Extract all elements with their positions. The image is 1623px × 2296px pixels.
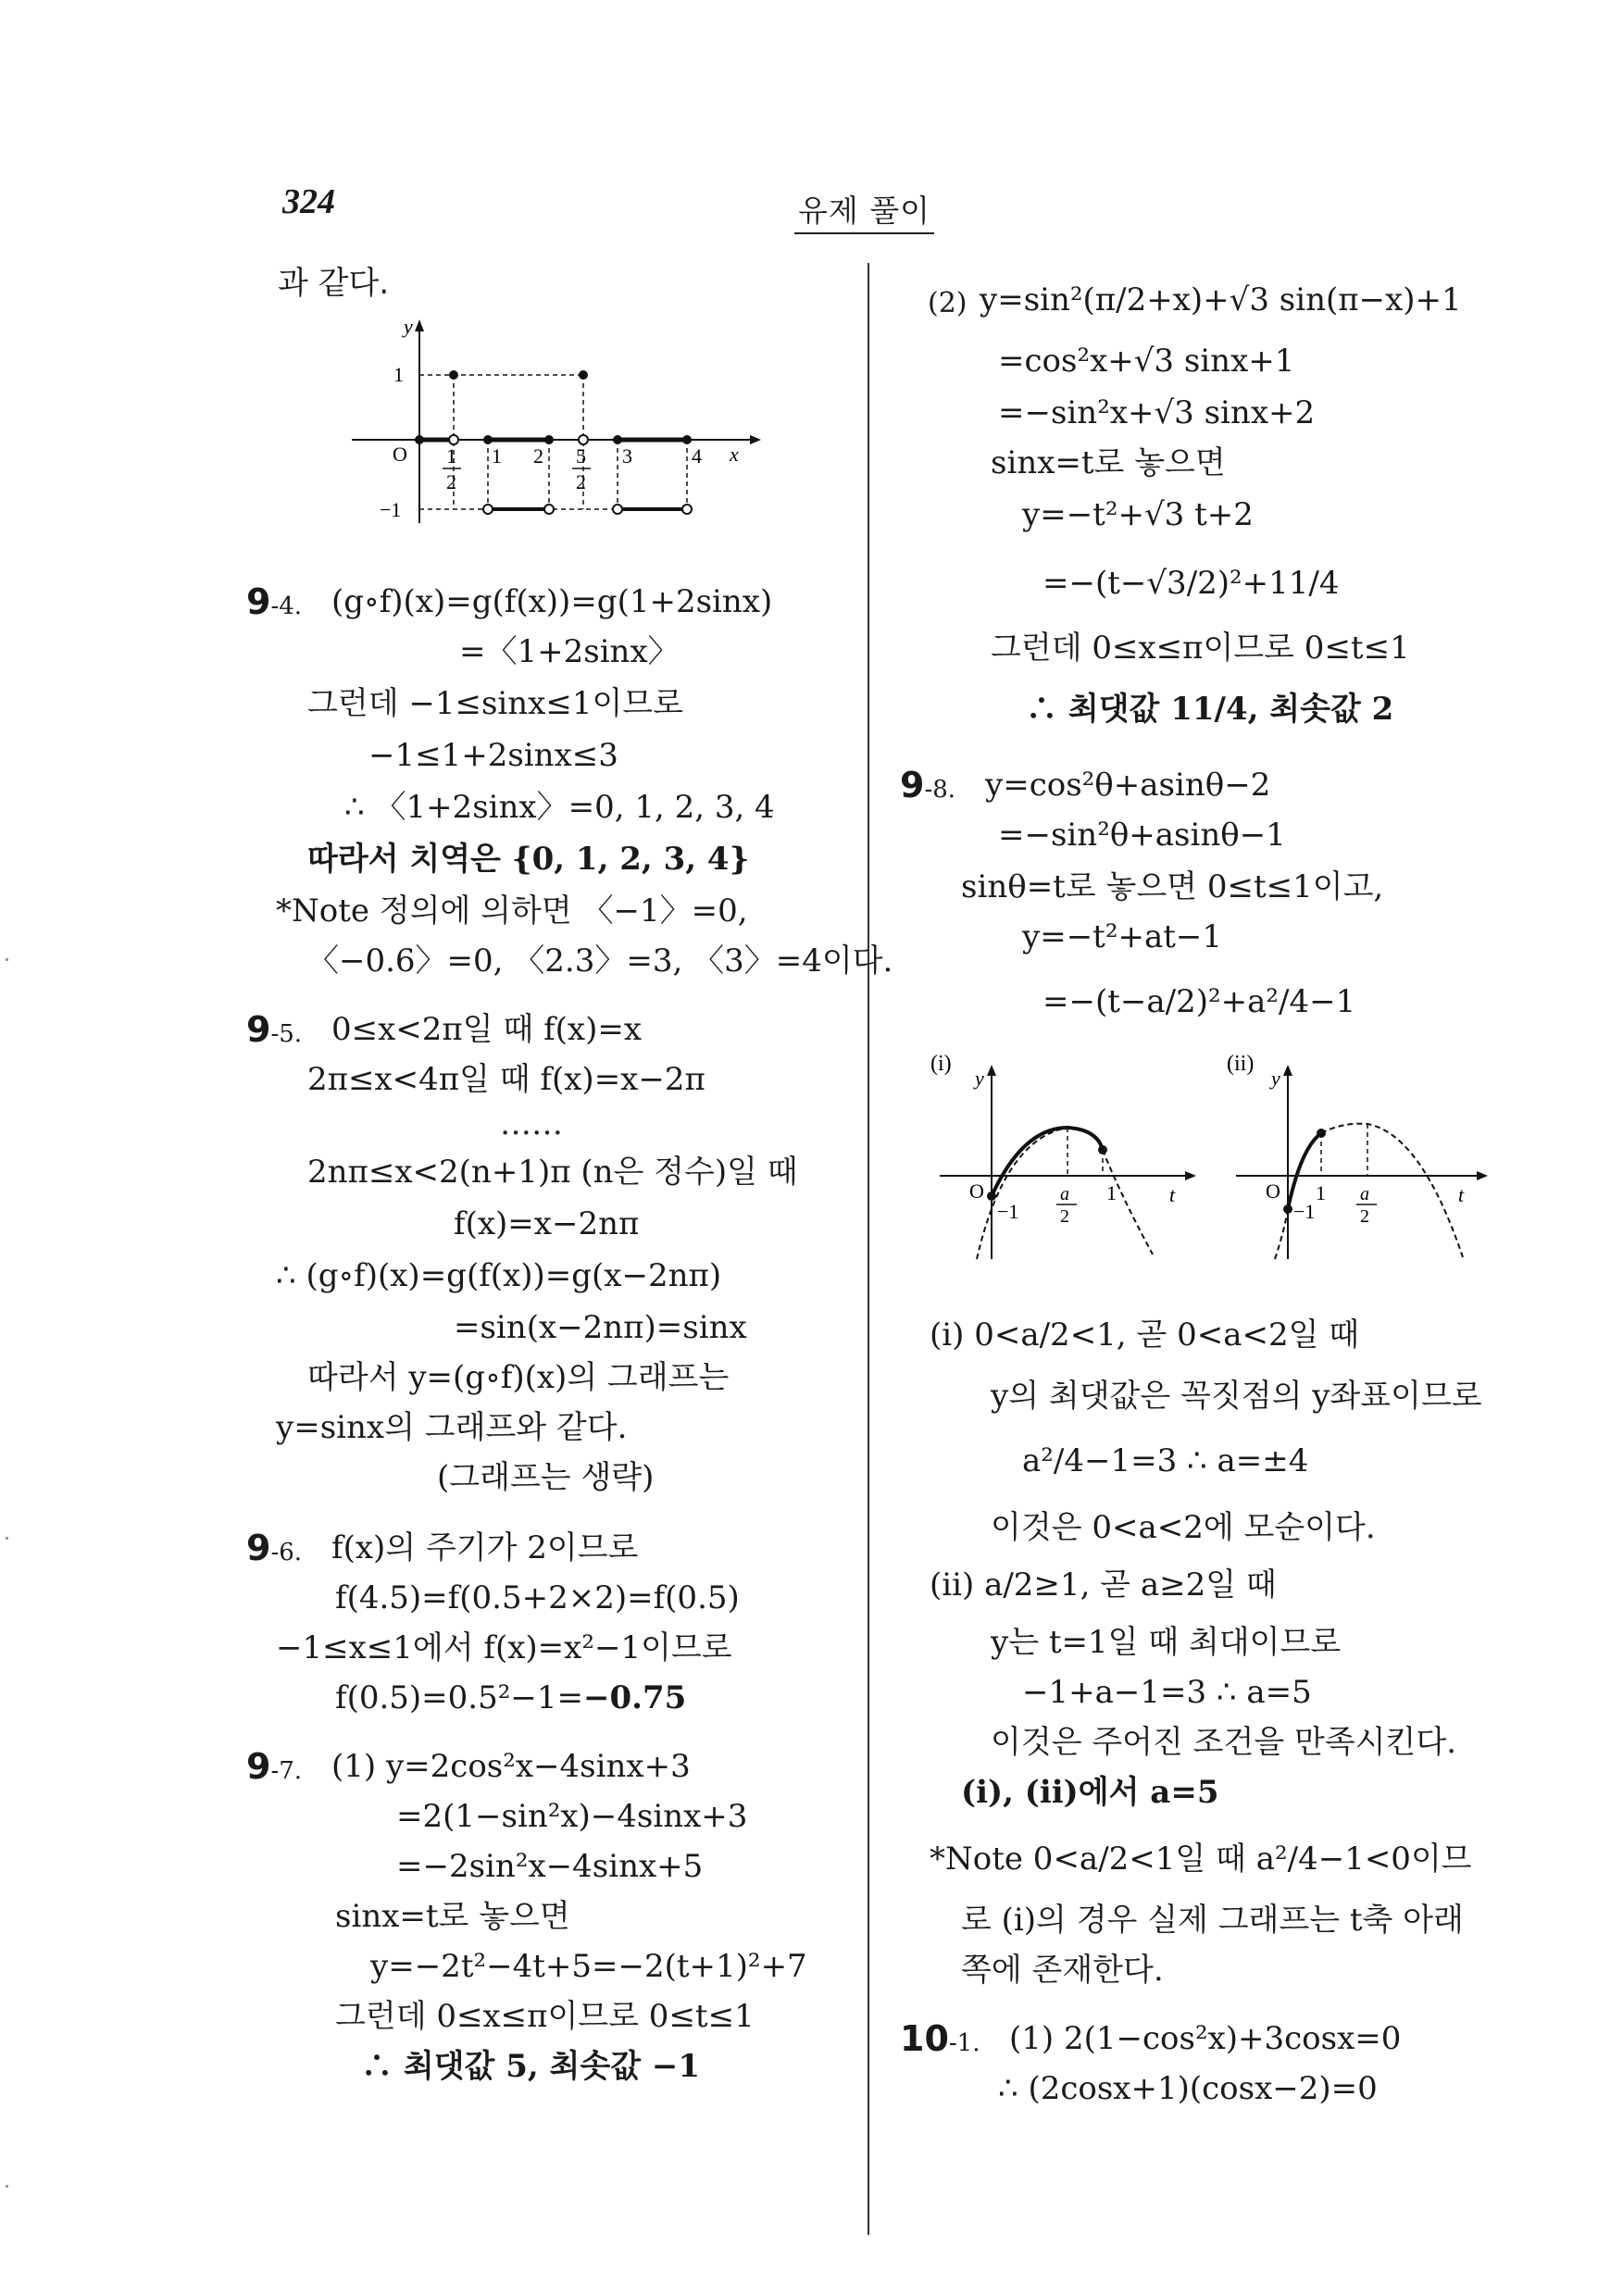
- p97b-line: ∴ 최댓값 11/4, 최솟값 2: [1026, 691, 1394, 728]
- xtick-3: 3: [622, 444, 632, 468]
- solid-arc-i: [992, 1128, 1103, 1196]
- running-title: 유제 풀이: [794, 187, 934, 234]
- filled-point: [579, 370, 588, 380]
- p94-note: 〈−0.6〉=0, 〈2.3〉=3, 〈3〉=4이다.: [307, 942, 893, 980]
- p96-line: f(x)의 주기가 2이므로: [331, 1529, 639, 1566]
- p94-line: =〈1+2sinx〉: [459, 633, 680, 670]
- p94-line: ∴ 〈1+2sinx〉=0, 1, 2, 3, 4: [344, 789, 775, 826]
- p98-line: =−(t−a/2)²+a²/4−1: [1042, 983, 1356, 1020]
- column-divider: [868, 263, 869, 2235]
- svg-text:2: 2: [1060, 1206, 1069, 1227]
- y-label: y: [404, 315, 413, 338]
- filled-point: [415, 435, 424, 444]
- p95-line: 2nπ≤x<2(n+1)π (n은 정수)일 때: [307, 1154, 798, 1191]
- p97b-line: =−(t−√3/2)²+11/4: [1042, 565, 1340, 602]
- filled-point: [483, 435, 493, 444]
- note-line: *Note 0<a/2<1일 때 a²/4−1<0이므: [930, 1841, 1472, 1878]
- filled-point: [613, 435, 622, 444]
- intro-text: 과 같다.: [278, 265, 390, 302]
- p97b-line: sinx=t로 놓으면: [991, 444, 1226, 481]
- p97-line: ∴ 최댓값 5, 최솟값 −1: [361, 2048, 701, 2085]
- p94-line: (g∘f)(x)=g(f(x))=g(1+2sinx): [331, 583, 773, 620]
- p98-line: sinθ=t로 놓으면 0≤t≤1이고,: [961, 868, 1384, 905]
- case-ii-line: (i), (ii)에서 a=5: [961, 1774, 1219, 1811]
- case-ii-line: y는 t=1일 때 최대이므로: [991, 1624, 1342, 1661]
- p97b-line: =−sin²x+√3 sinx+2: [998, 394, 1316, 431]
- case2-label: (ii): [1227, 1052, 1255, 1076]
- open-point: [579, 435, 588, 444]
- xtick-half-num: 1: [446, 444, 456, 468]
- xtick-52-den: 2: [576, 470, 586, 493]
- x-axis-arrow: [750, 435, 761, 444]
- case-i-line: y의 최댓값은 꼭짓점의 y좌표이므로: [991, 1378, 1482, 1415]
- p97-line: y=−2t²−4t+5=−2(t+1)²+7: [370, 1948, 807, 1985]
- xtick-half-den: 2: [446, 470, 456, 493]
- svg-text:t: t: [1169, 1183, 1176, 1206]
- svg-text:t: t: [1458, 1183, 1465, 1206]
- open-point: [483, 505, 493, 514]
- svg-text:2: 2: [1360, 1206, 1369, 1227]
- svg-text:a: a: [1060, 1184, 1069, 1204]
- case-graphs: [921, 1046, 1495, 1268]
- p95-line: =sin(x−2nπ)=sinx: [454, 1309, 747, 1346]
- problem-number-10-1: 10-1.: [900, 2018, 980, 2059]
- open-point: [682, 505, 692, 514]
- ytick-neg1: −1: [380, 498, 402, 521]
- origin-label: O: [393, 443, 407, 466]
- p97-line: (1) y=2cos²x−4sinx+3: [331, 1748, 691, 1785]
- problem-number-9-4: 9-4.: [246, 581, 303, 622]
- problem-number-9-7: 9-7.: [246, 1746, 303, 1787]
- filled-point: [449, 370, 458, 380]
- problem-number-9-6: 9-6.: [246, 1528, 303, 1568]
- ytick-1: 1: [393, 363, 404, 386]
- x-label: x: [730, 443, 739, 466]
- problem-number-9-8: 9-8.: [900, 765, 956, 805]
- p94-line: 그런데 −1≤sinx≤1이므로: [307, 685, 683, 722]
- open-point: [449, 435, 458, 444]
- case-i-line: a²/4−1=3 ∴ a=±4: [1022, 1442, 1309, 1479]
- p95-line: (그래프는 생략): [437, 1459, 655, 1496]
- p101-line: (1) 2(1−cos²x)+3cosx=0: [1009, 2020, 1402, 2057]
- open-point: [613, 505, 622, 514]
- svg-text:−1: −1: [997, 1200, 1019, 1223]
- xtick-2: 2: [533, 444, 543, 468]
- p97b-line: =cos²x+√3 sinx+1: [998, 343, 1295, 380]
- svg-text:y: y: [975, 1067, 984, 1090]
- note-line: 쪽에 존재한다.: [961, 1952, 1164, 1989]
- problem-number-9-5: 9-5.: [246, 1009, 303, 1050]
- p94-note: *Note 정의에 의하면 〈−1〉=0,: [276, 892, 748, 930]
- filled-point: [682, 435, 692, 444]
- case-ii-line: 이것은 주어진 조건을 만족시킨다.: [991, 1724, 1457, 1761]
- xtick-52-num: 5: [576, 444, 586, 468]
- p97b-line: y=sin²(π/2+x)+√3 sin(π−x)+1: [980, 281, 1462, 318]
- p98-line: y=cos²θ+asinθ−2: [985, 767, 1271, 804]
- p97b-line: 그런데 0≤x≤π이므로 0≤t≤1: [991, 630, 1410, 667]
- case-ii-line: (ii) a/2≥1, 곧 a≥2일 때: [930, 1566, 1277, 1603]
- p97-line: sinx=t로 놓으면: [335, 1898, 570, 1935]
- case-i-line: 이것은 0<a<2에 모순이다.: [991, 1509, 1376, 1546]
- p97-line: =2(1−sin²x)−4sinx+3: [396, 1798, 748, 1835]
- p97-line: =−2sin²x−4sinx+5: [396, 1848, 704, 1885]
- open-point: [544, 505, 554, 514]
- p96-line: f(4.5)=f(0.5+2×2)=f(0.5): [335, 1579, 740, 1616]
- scan-mark: [6, 958, 8, 961]
- p95-line: y=sinx의 그래프와 같다.: [276, 1409, 628, 1446]
- p97b-line: y=−t²+√3 t+2: [1022, 496, 1254, 533]
- p96-line: −1≤x≤1에서 f(x)=x²−1이므로: [276, 1629, 732, 1666]
- p95-line: ∴ (g∘f)(x)=g(f(x))=g(x−2nπ): [276, 1257, 722, 1294]
- svg-text:1: 1: [1316, 1181, 1326, 1204]
- svg-text:O: O: [969, 1179, 984, 1203]
- p101-line: ∴ (2cosx+1)(cosx−2)=0: [998, 2070, 1378, 2107]
- case1-label: (i): [930, 1052, 952, 1076]
- p96-line: f(0.5)=0.5²−1=−0.75: [335, 1679, 687, 1716]
- step-function-graph: [343, 315, 768, 537]
- svg-text:y: y: [1271, 1067, 1280, 1090]
- xtick-1: 1: [492, 444, 502, 468]
- p95-line: ……: [500, 1105, 563, 1142]
- case-ii-line: −1+a−1=3 ∴ a=5: [1022, 1674, 1312, 1711]
- p95-line: 0≤x<2π일 때 f(x)=x: [331, 1011, 643, 1048]
- svg-text:O: O: [1266, 1179, 1280, 1203]
- xtick-4: 4: [692, 444, 702, 468]
- p94-line: 따라서 치역은 {0, 1, 2, 3, 4}: [307, 841, 750, 878]
- scan-mark: [6, 1537, 8, 1540]
- p95-line: 따라서 y=(g∘f)(x)의 그래프는: [307, 1359, 730, 1396]
- y-axis-arrow: [415, 319, 424, 331]
- page-number: 324: [282, 182, 335, 221]
- p97b-label: (2): [928, 287, 968, 319]
- p95-line: 2π≤x<4π일 때 f(x)=x−2π: [307, 1061, 705, 1098]
- note-line: 로 (i)의 경우 실제 그래프는 t축 아래: [961, 1902, 1464, 1939]
- p98-line: y=−t²+at−1: [1022, 918, 1223, 955]
- scan-mark: [6, 2185, 8, 2188]
- case-i-line: (i) 0<a/2<1, 곧 0<a<2일 때: [930, 1316, 1360, 1354]
- p97-line: 그런데 0≤x≤π이므로 0≤t≤1: [335, 1998, 755, 2035]
- p95-line: f(x)=x−2nπ: [454, 1205, 640, 1242]
- p94-line: −1≤1+2sinx≤3: [368, 737, 618, 774]
- filled-point: [544, 435, 554, 444]
- svg-text:−1: −1: [1293, 1200, 1316, 1223]
- p98-line: =−sin²θ+asinθ−1: [998, 817, 1286, 854]
- svg-text:a: a: [1360, 1184, 1369, 1204]
- svg-text:1: 1: [1106, 1181, 1117, 1204]
